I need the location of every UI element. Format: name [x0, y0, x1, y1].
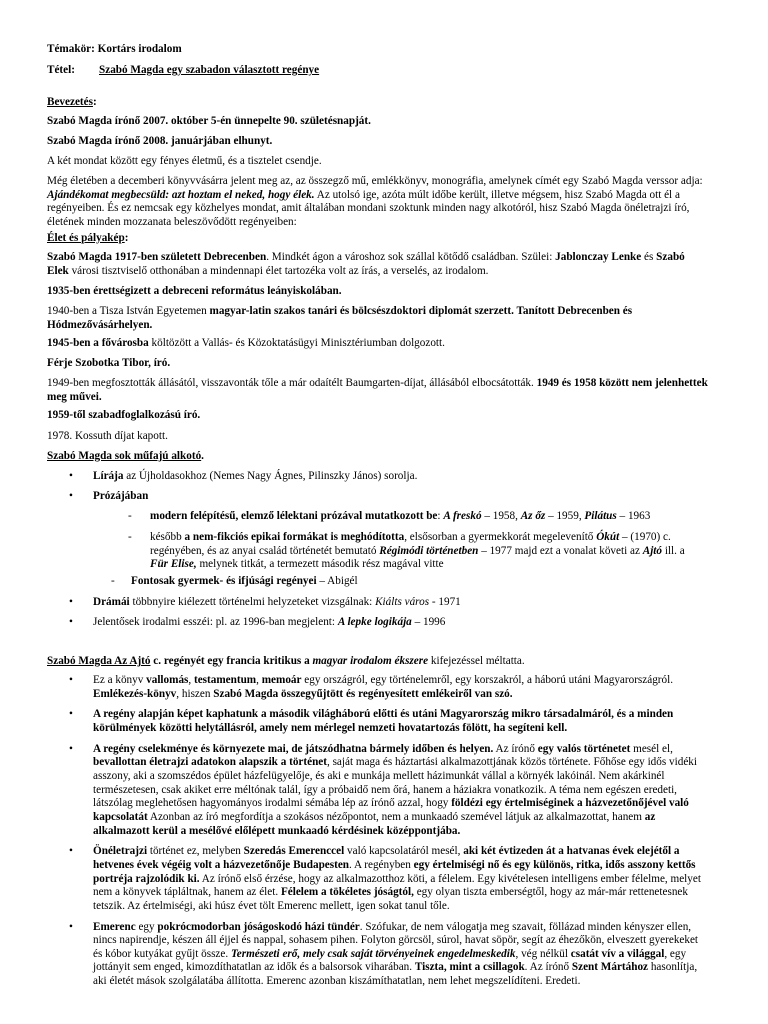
bullet-icon: • [69, 489, 73, 502]
nonfiction-d: – (1970) c. regényében, és az anyai család történetét bemutató [150, 531, 671, 557]
text-run: aki két évtizeden át a hatvanas évek elejétől a hetvenes évek végéig volt a házvezetőnője Budapesten [93, 845, 680, 871]
title-lepke-logikaja: A lepke logikája [337, 615, 412, 628]
moved-text: költözött a Vallás- és Közoktatásügyi Minisztériumban dolgozott. [148, 337, 445, 349]
text-run: memoár [261, 674, 302, 686]
text-run: vallomás [146, 674, 189, 686]
life-university [47, 305, 709, 332]
nonfiction-b: a nem-fikciós epikai formákat is meghódította [184, 531, 405, 543]
birth-text-end: városi tisztviselő otthonában a mindennapi élet tartozéka volt az írás, a verselés, az irodalom. [68, 264, 489, 277]
text-run: egy értelmiségi nő és egy különös, ritka, idős asszony kettős portréja rajzolódik ki. [93, 858, 696, 885]
nonfiction-f: ill. a [662, 544, 685, 557]
sub-item-modern [128, 510, 695, 524]
intro-paragraph [47, 175, 709, 230]
door-bullet-plot [93, 743, 697, 837]
life-graduation [47, 285, 709, 299]
text-run: Szabó Magda összegyűjtött és regényesített emlékeiről van szó. [213, 687, 513, 700]
text-run: , hiszen [176, 687, 214, 700]
drama-year: - 1971 [429, 596, 461, 608]
door-list [47, 674, 707, 989]
text-run: Természeti erő, mely csak saját törvényeinek engedelmeskedik [230, 947, 516, 960]
intro-birthday-line: Szabó Magda írónő 2007. október 5-én ünnepelte 90. születésnapját. [47, 115, 371, 127]
list-item [47, 596, 707, 610]
life-husband: Férje Szobotka Tibor, író. [47, 357, 171, 369]
intro-para-end: Az utolsó ige, azóta múlt időbe került, illetve mégsem, hisz Szabó Magda ott él a regényeiben. És ez nemcsak egy közhelyes mondat, amit általában mondani szoktunk minden nagy alkotóról, hisz Szabó Magda önéletrajzi író, életének minden mozzanata beleszövődött regényeiben: [47, 188, 690, 228]
nonfiction-e: – 1977 majd ezt a vonalat követi az [478, 544, 643, 557]
life-freelance: 1959-től szabadfoglalkozású író. [47, 409, 201, 421]
life-kossuth: 1978. Kossuth díjat kapott. [47, 430, 168, 442]
list-item [47, 921, 707, 989]
text-run: Emerenc [93, 920, 136, 933]
bullet-icon: • [69, 920, 73, 933]
door-heading-mid: c. regényét egy francia kritikus a [150, 655, 313, 667]
text-run: Félelem a tökéletes jóságtól, [280, 886, 414, 899]
text-run: Ez a könyv [93, 674, 147, 686]
bullet-icon: • [69, 708, 73, 721]
ban-period: 1949 és 1958 között nem jelenhettek meg művei. [47, 377, 708, 403]
father-name: Szabó Elek [47, 251, 685, 277]
door-bullet-emerenc [93, 921, 698, 988]
year-1: – 1958, [481, 510, 521, 522]
text-run: hasonlítja, aki életét mások szolgálatába állította. Emerenc azonban kiszámíthatatlan, nem lehet megszelídíteni. Eredeti. [93, 961, 698, 988]
text-run: . A regényben [349, 858, 414, 871]
door-bullet-autobiography [93, 845, 701, 912]
intro-heading-text: Bevezetés [47, 96, 93, 108]
thesis-title: Szabó Magda egy szabadon választott regénye [99, 64, 320, 76]
text-run: , [188, 674, 194, 686]
title-freski: A freskó [443, 510, 482, 522]
essay-year: – 1996 [411, 615, 446, 628]
life-heading [47, 232, 709, 246]
door-heading [47, 655, 709, 669]
dash-icon: - [128, 510, 132, 522]
text-run: Önéletrajzi [93, 845, 148, 858]
university-degree: magyar-latin szakos tanári és bölcsészdoktori diplomát szerzett. Tanított Debrecenben és Hódmezővásárhelyen. [47, 305, 633, 331]
door-heading-jewel: magyar irodalom ékszere [312, 655, 429, 667]
title-kialts-varos: Kiálts város [375, 596, 430, 608]
nonfiction-c: , elsősorban a gyermekkorát megelevenítő [404, 531, 597, 543]
life-dismissal [47, 377, 709, 404]
title-oz: Az őz [520, 510, 546, 522]
text-run: Tiszta, mint a csillagok [414, 961, 525, 974]
title-ajto: Ajtó [642, 544, 663, 557]
title-okut: Ókút [596, 531, 620, 543]
bullet-icon: • [69, 470, 73, 482]
text-run: történet ez, melyben [147, 845, 244, 858]
text-run: . Az írónő [524, 961, 572, 974]
intro-heading [47, 96, 709, 110]
life-heading-text: Élet és pályakép [47, 232, 125, 244]
dash-icon: - [111, 575, 115, 587]
drama-label: Drámái [93, 596, 130, 608]
intro-quote: Ajándékomat megbecsüld: azt hoztam el neked, hogy élek. [47, 188, 315, 201]
nonfiction-g: melynek titkát, a termezett második rész magával vitte [196, 558, 444, 571]
university-text: 1940-ben a Tisza István Egyetemen [47, 305, 210, 317]
text-run: bevallottan életrajzi adatokon alapszik a történet [93, 756, 327, 769]
list-item [47, 743, 707, 839]
text-run: Szeredás Emerenccel [243, 845, 345, 858]
bullet-icon: • [69, 742, 73, 755]
life-heading-colon: : [124, 232, 129, 244]
topic-label: Témakör: [47, 43, 98, 55]
title-fur-elise: Für Elise, [150, 558, 197, 571]
youth-abigel: – Abigél [316, 575, 358, 587]
modern-prose: modern felépítésű, elemző lélektani prózával mutatkozott be [150, 510, 438, 522]
thesis-line [47, 64, 709, 78]
text-run: , vég nélkül [515, 947, 571, 960]
life-birth-paragraph [47, 251, 709, 278]
text-run: egy olyan tiszta emberségtől, hogy az már-már rettenetesnek tetszik. Az értelmiségi, aki húsz évet tölt Emerenc mellett, igen sokat tanul tőle. [93, 886, 688, 912]
intro-para-start: Még életében a decemberi könyvvásárra jelent meg az, az összegző mű, emlékkönyv, monográfia, amelynek címét egy Szabó Magda verssor adja: [47, 175, 703, 187]
list-item [47, 845, 707, 913]
intro-sentence: A két mondat között egy fényes életmű, és a tisztelet csendje. [47, 155, 322, 167]
topic-line [47, 43, 709, 57]
list-item [47, 708, 707, 735]
genres-list-bottom [47, 596, 707, 629]
moved-fact: 1945-ben a fővárosba [47, 337, 149, 349]
list-item [47, 674, 707, 701]
modern-colon: : [437, 510, 444, 522]
lyric-text: az Újholdasokhoz (Nemes Nagy Ágnes, Pilinszky János) sorolja. [123, 470, 418, 482]
text-run: Az írónő [493, 742, 538, 755]
text-run: mesél el, [630, 742, 673, 755]
text-run: A regény cselekménye és környezete mai, de játszódhatna bármely időben és helyen. [93, 742, 494, 755]
text-run: Szent Mártához [571, 961, 649, 974]
sub-item-youth [111, 575, 691, 589]
text-run: egy valós történetet [537, 742, 631, 755]
life-moved [47, 337, 709, 351]
text-run: egy [135, 920, 158, 933]
year-3: – 1963 [616, 510, 651, 522]
year-2: – 1959, [545, 510, 585, 522]
birth-fact: Szabó Magda 1917-ben született Debrecenben [47, 251, 267, 263]
genres-heading-text: Szabó Magda sok műfajú alkotó [47, 450, 202, 462]
text-run: . Szófukar, de nem válogatja meg szavait, föllázad minden kényszer ellen, nincs napirendje, készen áll éjjel és nappal, sohasem pihen. Folyton görcsöl, súrol, havat söpör, segít az éhezőkön, elveszett gyerekeket és kóbor kutyákat gyűjt össze. [93, 920, 699, 960]
bullet-icon: • [69, 845, 73, 858]
text-run: pokrócmodorban jóságoskodó házi tündér [157, 920, 360, 933]
genres-heading [47, 450, 709, 464]
text-run: testamentum [193, 674, 257, 686]
lyric-label: Lírája [93, 470, 124, 482]
intro-death-line: Szabó Magda írónő 2008. januárjában elhunyt. [47, 135, 273, 147]
intro-heading-colon: : [92, 96, 97, 108]
parents-and: és [641, 251, 657, 263]
dash-icon: - [128, 531, 132, 543]
mother-name: Jablonczay Lenke [555, 251, 642, 263]
text-run: Az írónő első érzése, hogy az alkalmazotthoz köti, a félelem. Egy kivételesen intelligens ember félelme, melyet nem a könyvek tápláltnak, hanem az élet. [93, 872, 701, 899]
text-run: földézi egy értelmiséginek a házvezetőnőjével való kapcsolatát [93, 797, 689, 823]
door-bullet-confession [93, 674, 673, 700]
title-regimodi: Régimódi történetben [379, 544, 479, 557]
graduation-text: 1935-ben érettségizett a debreceni református leányiskolában [47, 285, 339, 297]
essay-text: Jelentősek irodalmi esszéi: pl. az 1996-ban megjelent: [93, 615, 338, 628]
graduation-period: . [338, 285, 342, 297]
thesis-label: Tétel: [47, 64, 75, 76]
bullet-icon: • [69, 615, 73, 628]
youth-novels: Fontosak gyermek- és ifjúsági regényei [131, 575, 317, 587]
text-run: Azonban az író megfordítja a szokásos nézőpontot, nem a munkaadó szemével látjuk az alkalmazottat, hanem [147, 810, 645, 823]
text-run: csatát vív a világgal [570, 947, 665, 960]
prose-label: Prózájában [93, 489, 149, 502]
sub-item-nonfiction [128, 531, 698, 572]
bullet-icon: • [69, 596, 73, 608]
text-run: Emlékezés-könyv [93, 687, 177, 700]
bullet-icon: • [69, 674, 73, 686]
door-bullet-picture [93, 708, 673, 734]
door-heading-end: kifejezéssel méltatta. [428, 655, 525, 667]
topic-value: Kortárs irodalom [97, 43, 182, 55]
drama-text: többnyire kiélezett történelmi helyzeteket vizsgálnak: [129, 596, 376, 608]
genres-heading-period: . [201, 450, 204, 462]
list-item [47, 490, 707, 504]
title-pilatus: Pilátus [584, 510, 617, 522]
text-run: , [256, 674, 262, 686]
text-run: az alkalmazott kerül a mesélővé előlépett munkaadó kérdésinek középpontjába. [93, 810, 656, 837]
door-heading-text: Szabó Magda Az Ajtó [47, 655, 151, 667]
text-run: való kapcsolatáról mesél, [344, 845, 464, 858]
list-item [47, 470, 707, 484]
nonfiction-a: később [150, 531, 185, 543]
birth-text: . Mindkét ágon a városhoz sok szállal kötődő családban. Szülei: [266, 251, 556, 263]
text-run: A regény alapján képet kaphatunk a második világháború előtti és utáni Magyarország mikro társadalmáról, és a minden körülmények közötti helytállásról, amely nem mérlegel nemzeti hovatartozás fölött, ha segíteni kell. [93, 708, 674, 734]
genres-list-top [47, 470, 707, 503]
dismissal-text: 1949-ben megfosztották állásától, visszavonták tőle a már odaítélt Baumgarten-díjat, állásából elbocsátották. [47, 377, 537, 389]
text-run: , egy jottányit sem enged, kimozdíthatatlan az idők és a balsorsok viharában. [93, 947, 687, 974]
text-run: , saját maga és háztartási alkalmazottjának közös története. Főhőse egy idős vidéki asszony, aki a szomszédos épület házfelügyelője, és aki e munkája mellett házimunkát vállal a környék lakóinál. Nem akárkinél természetesen, csak akiket erre méltónak talál, így a próbaidő nem őrá, hanem a háziakra vonatkozik. A téma nem egészen eredeti, látszólag meglehetősen hagyományos irodalmi sémába lép az írónő azzal, hogy [93, 756, 697, 810]
list-item [47, 616, 707, 630]
text-run: egy országról, egy történelemről, egy korszakról, a háború utáni Magyarországról. [301, 674, 674, 686]
